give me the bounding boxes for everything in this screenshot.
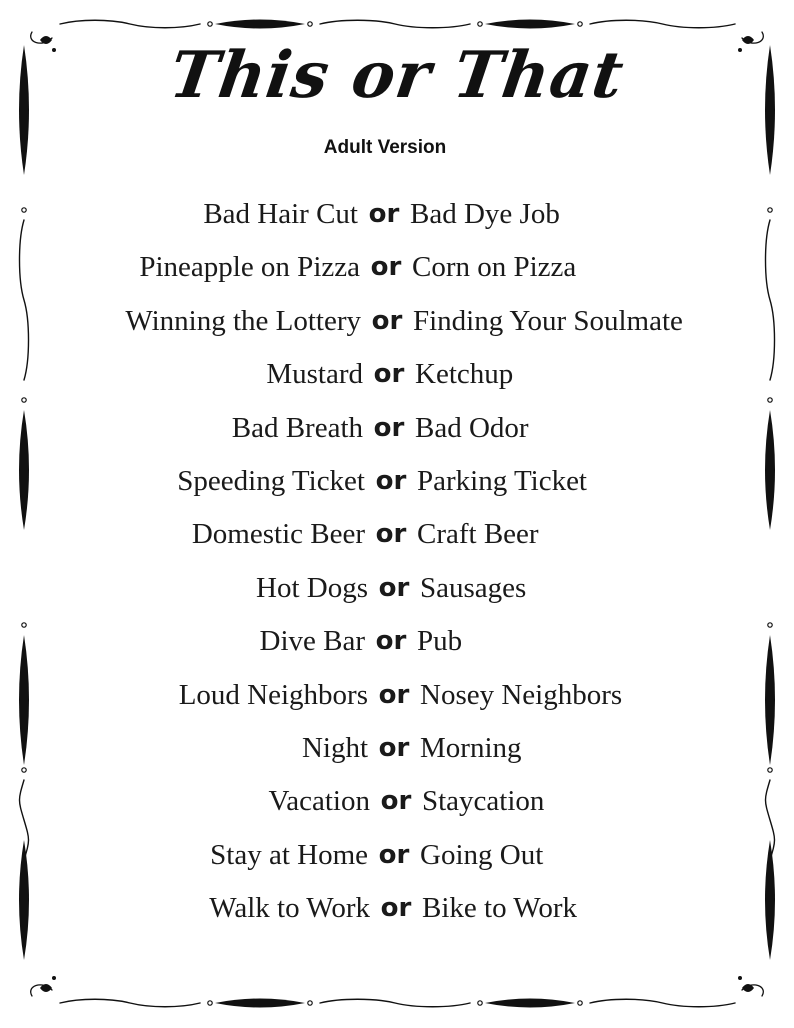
choice-right: Finding Your Soulmate — [413, 304, 683, 337]
or-label: or — [368, 199, 400, 229]
page-title: This or That — [165, 38, 629, 113]
border-leaf-ornament — [215, 20, 305, 29]
or-label: or — [375, 466, 407, 496]
choice-right: Parking Ticket — [417, 465, 587, 497]
choice-row — [0, 779, 794, 823]
choice-row — [0, 726, 794, 770]
choice-right: Ketchup — [415, 358, 514, 391]
or-label: or — [373, 359, 405, 390]
choice-row — [0, 459, 794, 503]
border-swirl — [60, 999, 200, 1007]
choice-right: Morning — [420, 732, 522, 764]
border-swirl — [60, 20, 200, 28]
choice-left: Dive Bar — [259, 625, 365, 658]
border-dot — [308, 22, 312, 26]
choice-right: Nosey Neighbors — [420, 678, 623, 711]
choice-left: Winning the Lottery — [125, 304, 361, 337]
choice-row — [0, 566, 794, 610]
choice-right: Craft Beer — [417, 518, 539, 551]
choice-row — [0, 833, 794, 877]
or-label: or — [371, 305, 403, 336]
choice-row — [0, 352, 794, 396]
or-label: or — [375, 519, 407, 550]
border-dot — [22, 398, 26, 402]
choice-left: Stay at Home — [210, 838, 368, 871]
border-leaf-ornament — [485, 20, 575, 29]
choice-left: Bad Breath — [231, 411, 363, 444]
choice-left: Speeding Ticket — [177, 465, 365, 497]
page-subtitle: Adult Version — [323, 137, 447, 158]
border-dot — [478, 1001, 482, 1005]
border-dot — [768, 398, 772, 402]
border-dot — [578, 22, 582, 26]
border-swirl — [590, 999, 735, 1007]
choice-left: Mustard — [266, 358, 363, 391]
choice-left: Bad Hair Cut — [203, 198, 358, 230]
choice-right: Sausages — [420, 571, 527, 604]
border-swirl — [590, 20, 735, 28]
choice-left: Loud Neighbors — [178, 678, 368, 711]
choice-left: Domestic Beer — [191, 518, 365, 551]
border-dot — [578, 1001, 582, 1005]
or-label: or — [378, 572, 410, 603]
choice-right: Bad Dye Job — [410, 198, 560, 230]
choice-left: Hot Dogs — [256, 571, 368, 604]
choice-left: Pineapple on Pizza — [139, 251, 360, 284]
border-swirl — [320, 20, 470, 28]
or-label: or — [378, 733, 410, 763]
border-leaf-ornament — [485, 999, 575, 1008]
choice-row — [0, 512, 794, 556]
choice-right: Pub — [417, 625, 463, 658]
choice-right: Bike to Work — [422, 892, 578, 925]
or-label: or — [375, 626, 407, 657]
or-label: or — [380, 893, 412, 924]
choice-right: Staycation — [422, 785, 545, 818]
or-label: or — [378, 839, 410, 870]
or-label: or — [378, 679, 410, 710]
choice-row — [0, 245, 794, 289]
border-swirl — [320, 999, 470, 1007]
corner-flourish — [52, 976, 56, 980]
or-label: or — [370, 252, 402, 283]
choice-row — [0, 406, 794, 450]
border-leaf-ornament — [215, 999, 305, 1008]
choice-row — [0, 299, 794, 343]
border-dot — [208, 22, 212, 26]
choice-row — [0, 192, 794, 236]
choice-left: Walk to Work — [209, 892, 370, 925]
corner-flourish — [738, 976, 742, 980]
choice-right: Bad Odor — [415, 411, 529, 444]
choice-row — [0, 619, 794, 663]
choice-left: Night — [301, 732, 368, 764]
or-label: or — [373, 412, 405, 443]
border-dot — [478, 22, 482, 26]
choice-right: Corn on Pizza — [412, 251, 577, 284]
border-dot — [308, 1001, 312, 1005]
choice-row — [0, 673, 794, 717]
or-label: or — [380, 786, 412, 817]
choice-left: Vacation — [268, 785, 370, 818]
choice-right: Going Out — [420, 838, 544, 871]
choice-row — [0, 886, 794, 930]
border-dot — [208, 1001, 212, 1005]
